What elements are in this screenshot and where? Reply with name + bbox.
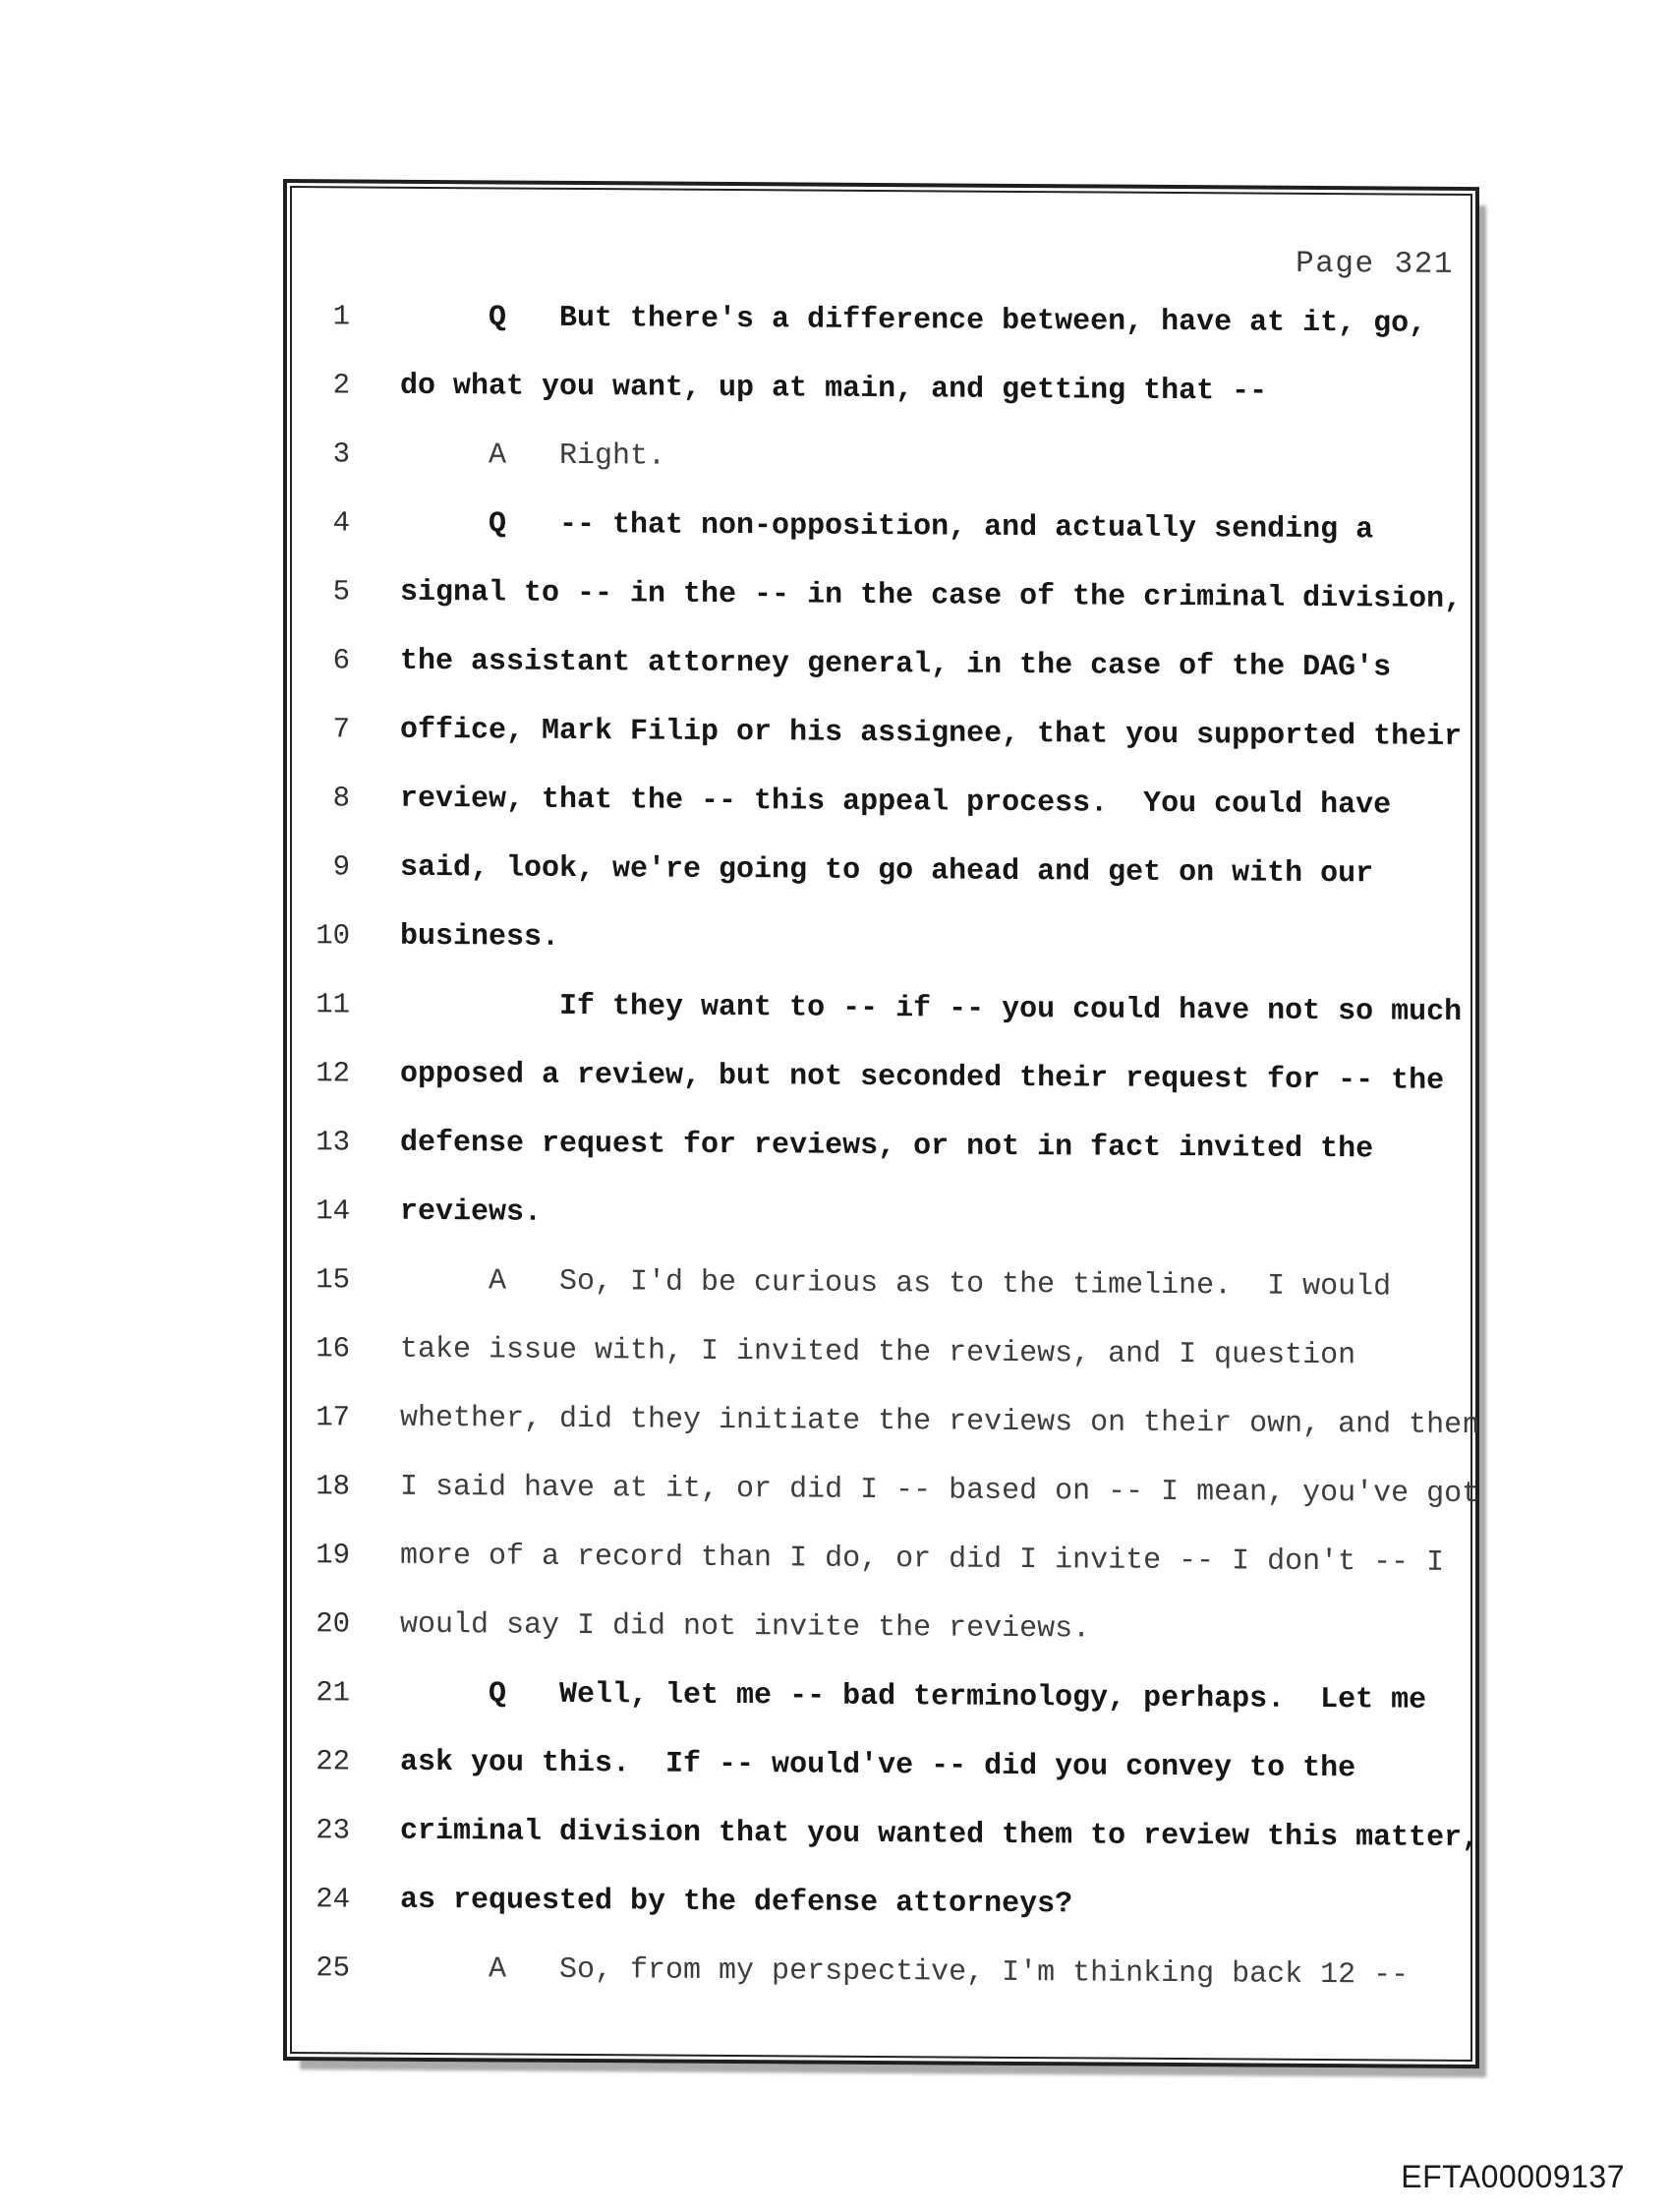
line-number: 10: [316, 919, 350, 953]
transcript-line: [287, 1675, 1475, 1752]
transcript-page: [283, 179, 1479, 2068]
transcript-line: [287, 1056, 1475, 1133]
transcript-line: [287, 987, 1475, 1064]
transcript-line: [287, 1606, 1475, 1683]
line-number: 25: [316, 1951, 350, 1985]
line-text: If they want to -- if -- you could have not so much: [400, 988, 1463, 1029]
transcript-line: [287, 1882, 1475, 1958]
line-text: defense request for reviews, or not in fact invited the: [400, 1126, 1374, 1167]
line-text: reviews.: [400, 1194, 543, 1230]
line-number: 11: [316, 988, 350, 1021]
line-text: A Right.: [400, 437, 666, 474]
line-number: 22: [316, 1745, 350, 1778]
line-number: 9: [332, 850, 350, 884]
transcript-line: [287, 1400, 1480, 1477]
line-text: review, that the -- this appeal process. You could have: [400, 782, 1392, 823]
line-text: said, look, we're going to go ahead and get on with our: [400, 850, 1374, 892]
line-number: 1: [332, 300, 350, 333]
transcript-line: [287, 1331, 1475, 1408]
line-text: do what you want, up at main, and getting that --: [400, 369, 1268, 409]
line-number: 4: [332, 506, 350, 540]
line-number: 15: [316, 1263, 350, 1297]
line-number: 2: [332, 369, 350, 402]
transcript-line: [287, 1469, 1480, 1545]
transcript-line: [287, 1950, 1475, 2027]
line-text: I said have at it, or did I -- based on -- I mean, you've got: [400, 1470, 1480, 1512]
transcript-line: [287, 781, 1475, 857]
line-text: ask you this. If -- would've -- did you convey to the: [400, 1745, 1356, 1786]
line-number: 23: [316, 1814, 350, 1847]
transcript-line: [287, 1744, 1475, 1821]
line-text: as requested by the defense attorneys?: [400, 1883, 1073, 1922]
line-number: 19: [316, 1539, 350, 1572]
line-number: 13: [316, 1126, 350, 1159]
transcript-line: [287, 1193, 1475, 1270]
transcript-line: [287, 849, 1475, 926]
transcript-line: [287, 505, 1475, 582]
transcript-line: [287, 918, 1475, 995]
transcript-lines: [287, 299, 1480, 2027]
bates-number: EFTA00009137: [1401, 2159, 1625, 2194]
line-text: signal to -- in the -- in the case of the criminal division,: [400, 575, 1463, 616]
line-number: 16: [316, 1332, 350, 1366]
transcript-line: [287, 437, 1475, 513]
transcript-line: [287, 1538, 1475, 1614]
line-text: business.: [400, 919, 560, 955]
transcript-line: [287, 1262, 1475, 1339]
line-number: 17: [316, 1401, 350, 1434]
line-text: opposed a review, but not seconded their request for -- the: [400, 1057, 1445, 1098]
line-number: 8: [332, 782, 350, 815]
line-number: 3: [332, 437, 350, 471]
transcript-line: [287, 299, 1475, 376]
line-text: office, Mark Filip or his assignee, that you supported their: [400, 713, 1463, 754]
transcript-line: [287, 643, 1475, 720]
transcript-line: [287, 1125, 1475, 1201]
transcript-line: [287, 712, 1475, 788]
transcript-line: [287, 368, 1475, 444]
line-number: 12: [316, 1057, 350, 1090]
line-text: A So, I'd be curious as to the timeline. I would: [400, 1263, 1392, 1305]
line-text: Q Well, let me -- bad terminology, perhaps. Let me: [400, 1676, 1427, 1717]
transcript-line: [287, 574, 1475, 651]
line-number: 21: [316, 1676, 350, 1710]
line-text: would say I did not invite the reviews.: [400, 1607, 1091, 1647]
page-number: Page 321: [1296, 246, 1454, 282]
line-text: take issue with, I invited the reviews, and I question: [400, 1332, 1356, 1373]
line-number: 18: [316, 1470, 350, 1503]
line-number: 6: [332, 644, 350, 677]
line-text: Q But there's a difference between, have at it, go,: [400, 300, 1427, 341]
line-number: 20: [316, 1607, 350, 1641]
line-text: criminal division that you wanted them to review this matter,: [400, 1814, 1480, 1856]
line-number: 14: [316, 1194, 350, 1228]
line-text: Q -- that non-opposition, and actually sending a: [400, 506, 1374, 548]
line-text: whether, did they initiate the reviews on their own, and then: [400, 1401, 1480, 1443]
line-text: the assistant attorney general, in the case of the DAG's: [400, 644, 1392, 685]
line-number: 7: [332, 713, 350, 746]
line-number: 5: [332, 575, 350, 609]
line-number: 24: [316, 1883, 350, 1916]
line-text: A So, from my perspective, I'm thinking back 12 --: [400, 1951, 1410, 1993]
transcript-line: [287, 1813, 1480, 1890]
line-text: more of a record than I do, or did I invite -- I don't -- I: [400, 1539, 1445, 1580]
